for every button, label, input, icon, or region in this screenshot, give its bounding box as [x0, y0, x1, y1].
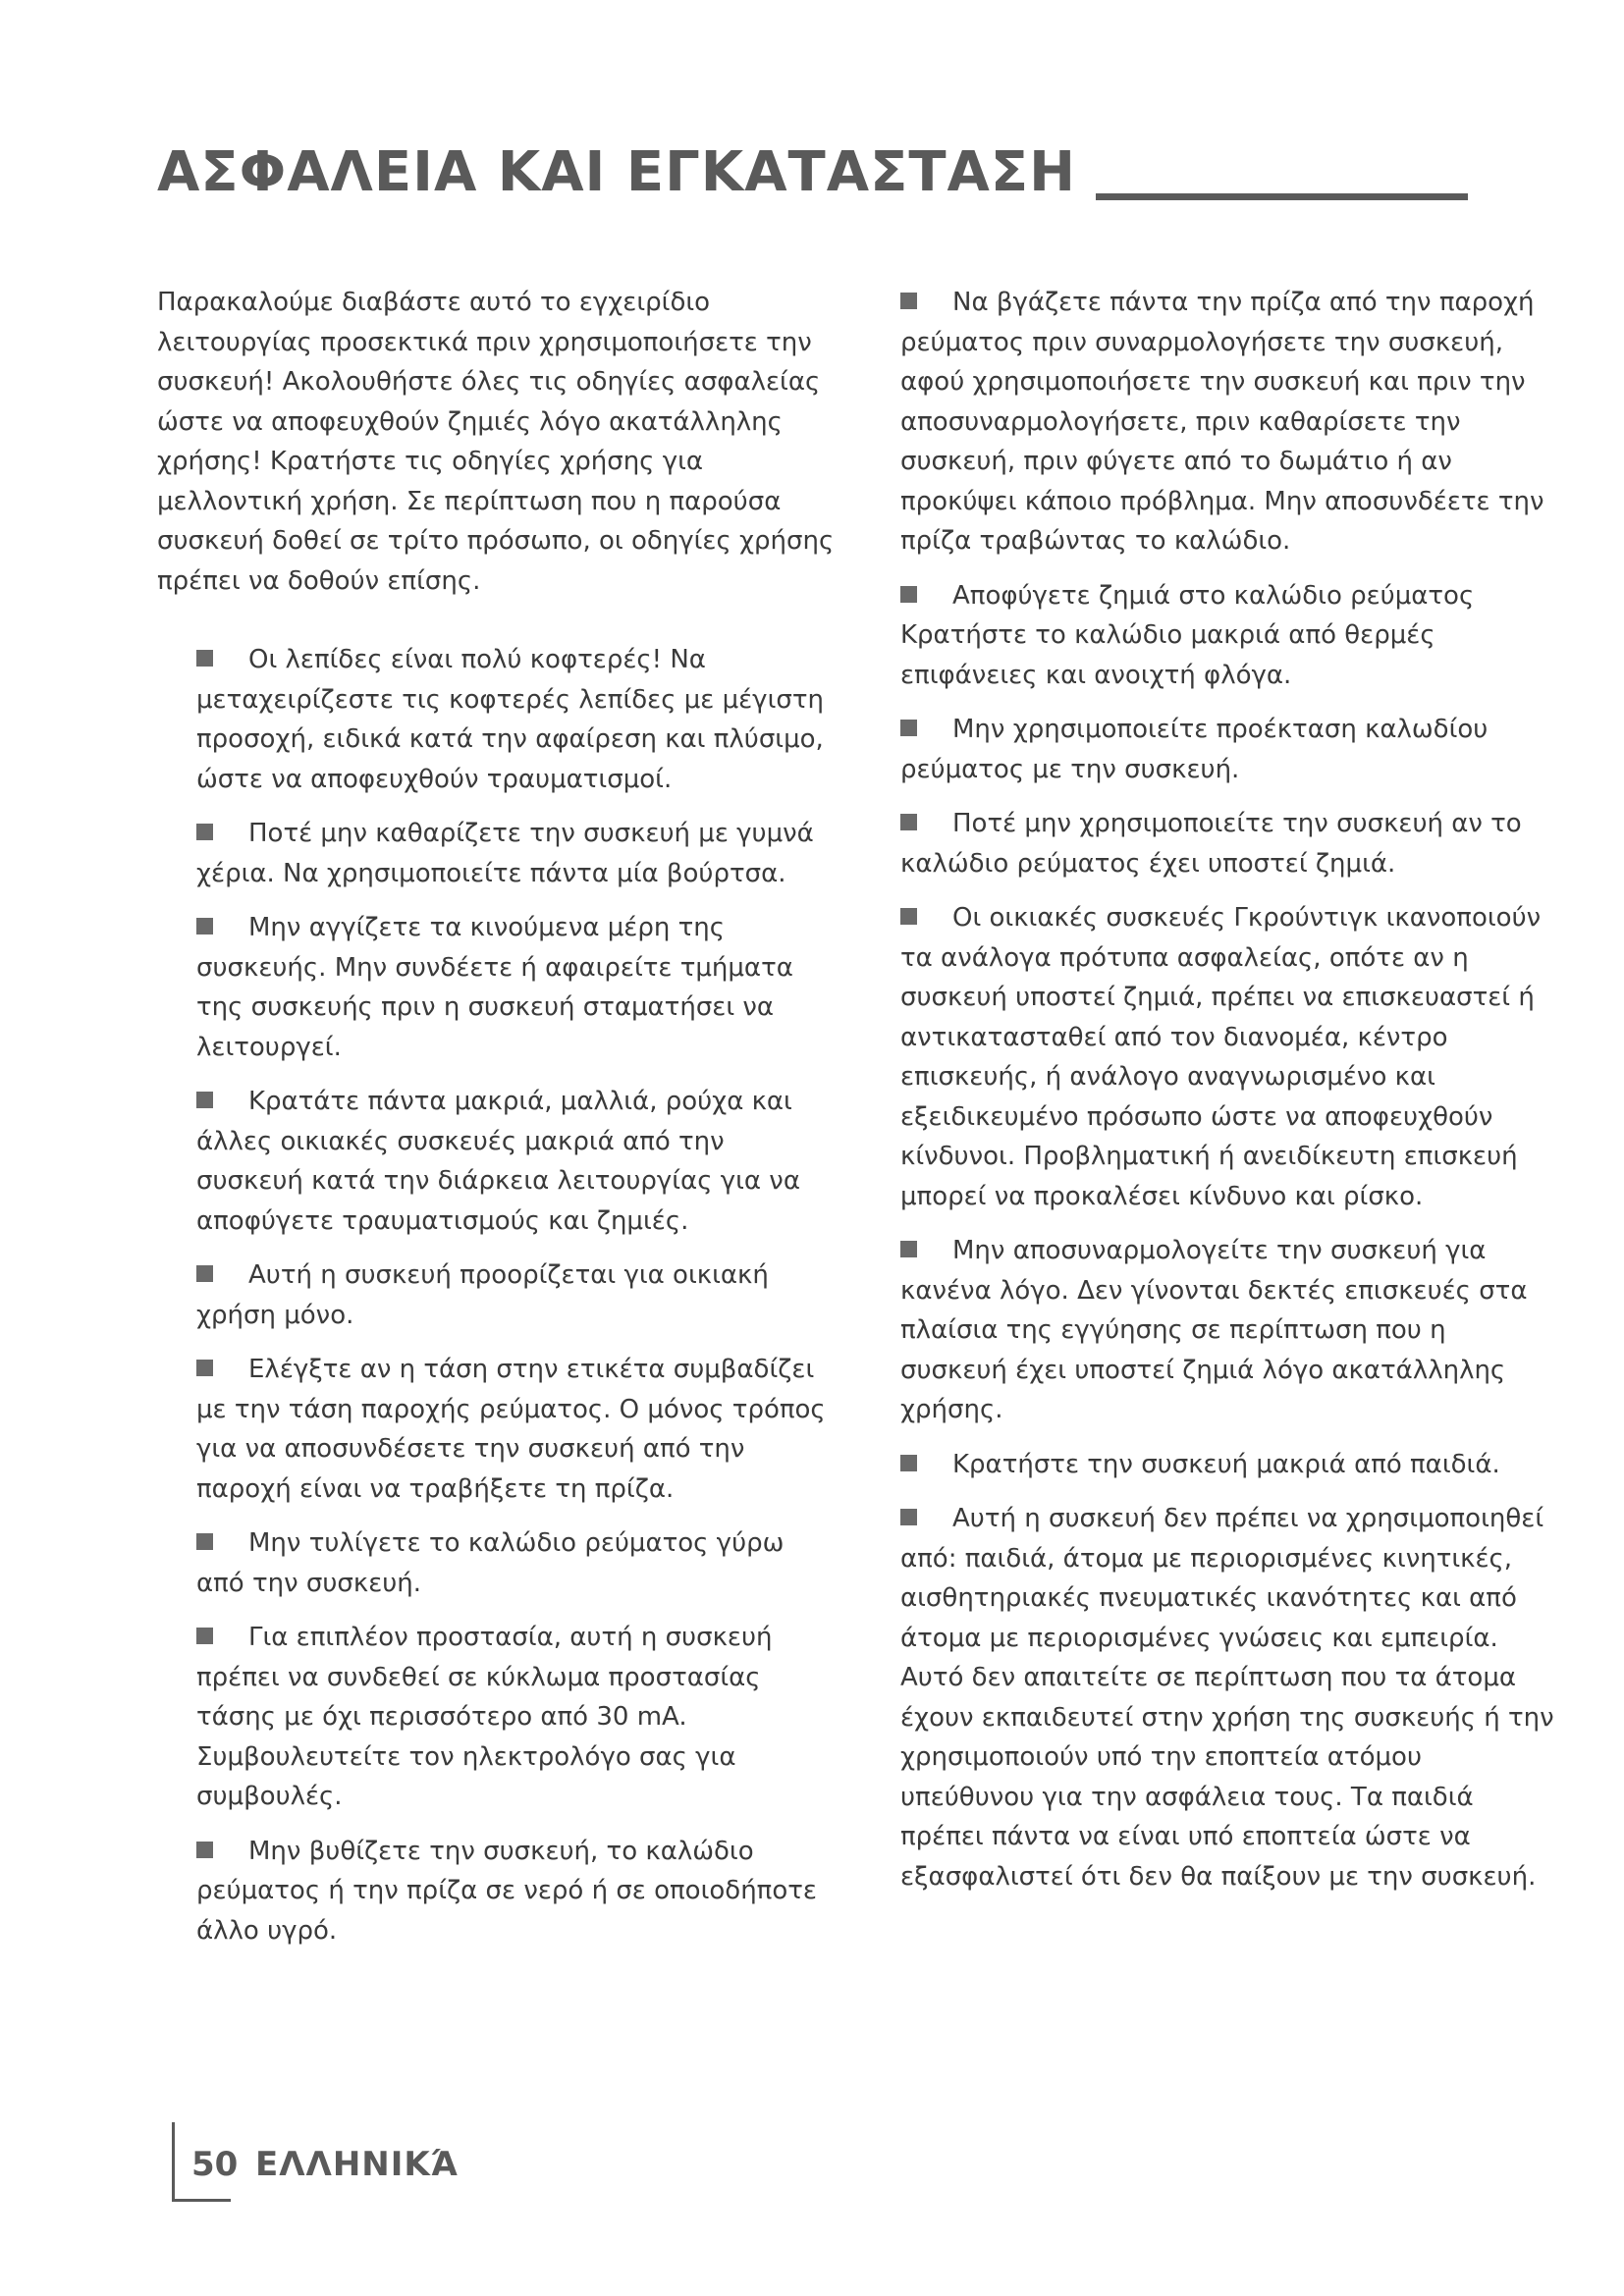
bullet-square-icon — [900, 1241, 917, 1257]
title-rule — [1096, 193, 1468, 200]
list-item-text: Ποτέ μην καθαρίζετε την συσκευή με γυμνά χέρια. Να χρησιμοποιείτε πάντα μία βούρτσα. — [196, 819, 814, 888]
list-item — [900, 576, 1558, 696]
page-title-text: ΑΣΦΑΛΕΙΑ ΚΑΙ ΕΓΚΑΤΑΣΤΑΣΗ — [157, 140, 1076, 204]
list-item-text: Μην αποσυναρμολογείτε την συσκευή για κανένα λόγο. Δεν γίνονται δεκτές επισκευές στα πλαίσια της εγγύησης σε περίπτωση που η συσκευή έχει υποστεί ζημιά λόγο ακατάλληλης χρήσης. — [900, 1236, 1528, 1424]
footer-vertical-rule — [172, 2122, 175, 2201]
list-item — [196, 1255, 835, 1335]
bullet-square-icon — [196, 918, 213, 934]
page-footer — [172, 2122, 565, 2211]
bullet-square-icon — [196, 1092, 213, 1108]
right-column — [900, 283, 1558, 1911]
bullet-square-icon — [900, 720, 917, 736]
footer-language-label: ΕΛΛΗΝΙΚΆ — [255, 2145, 459, 2184]
list-item — [196, 814, 835, 893]
list-item-text: Κρατάτε πάντα μακριά, μαλλιά, ρούχα και άλλες οικιακές συσκευές μακριά από την συσκευή κατά την διάρκεια λειτουργίας για να αποφύγετε τραυματισμούς και ζημιές. — [196, 1087, 800, 1236]
list-item — [196, 1082, 835, 1241]
bullet-square-icon — [900, 1455, 917, 1471]
bullet-square-icon — [196, 1533, 213, 1550]
list-item-text: Αυτή η συσκευή προορίζεται για οικιακή χρήση μόνο. — [196, 1260, 769, 1330]
list-item-text: Κρατήστε την συσκευή μακριά από παιδιά. — [952, 1449, 1500, 1479]
list-item-text: Οι οικιακές συσκευές Γκρούντιγκ ικανοποιούν τα ανάλογα πρότυπα ασφαλείας, οπότε αν η συσκευή υποστεί ζημιά, πρέπει να επισκευαστεί ή αντικατασταθεί από τον διανομέα, κέντρο επισκευής, ή ανάλογο αναγνωρισμένο και εξειδικευμένο πρόσωπο ώστε να αποφευχθούν κίνδυνοι. Προβληματική ή ανειδίκευτη επισκευή μπορεί να προκαλέσει κίνδυνο και ρίσκο. — [900, 903, 1542, 1211]
list-item — [196, 1618, 835, 1817]
footer-horizontal-rule — [172, 2199, 231, 2202]
bullet-square-icon — [196, 1265, 213, 1282]
list-item — [196, 1832, 835, 1951]
list-item — [196, 1523, 835, 1603]
list-item-text: Μην χρησιμοποιείτε προέκταση καλωδίου ρεύματος με την συσκευή. — [900, 715, 1489, 784]
list-item — [900, 1499, 1558, 1896]
intro-paragraph: Παρακαλούμε διαβάστε αυτό το εγχειρίδιο λειτουργίας προσεκτικά πριν χρησιμοποιήσετε την συσκευή! Ακολουθήστε όλες τις οδηγίες ασφαλείας ώστε να αποφευχθούν ζημιές λόγο ακατάλληλης χρήσης! Κρατήστε τις οδηγίες χρήσης για μελλοντική χρήση. Σε περίπτωση που η παρούσα συσκευή δοθεί σε τρίτο πρόσωπο, οι οδηγίες χρήσης πρέπει να δοθούν επίσης. — [157, 288, 835, 596]
list-item-text: Αυτή η συσκευή δεν πρέπει να χρησιμοποιηθεί από: παιδιά, άτομα με περιορισμένες κινητικές, αισθητηριακές πνευματικές ικανότητες και από άτομα με περιορισμένες γνώσεις και εμπειρία. Αυτό δεν απαιτείτε σε περίπτωση που τα άτομα έχουν εκπαιδευτεί στην χρήση της συσκευής ή την χρησιμοποιούν υπό την εποπτεία ατόμου υπεύθυνου για την ασφάλεια τους. Τα παιδιά πρέπει πάντα να είναι υπό εποπτεία ώστε να εξασφαλιστεί ότι δεν θα παίξουν με την συσκευή. — [900, 1504, 1554, 1892]
bullet-square-icon — [900, 1509, 917, 1525]
bullet-square-icon — [900, 908, 917, 925]
bullet-square-icon — [900, 293, 917, 309]
list-item — [900, 283, 1558, 561]
right-safety-list — [900, 283, 1558, 1896]
list-item — [196, 908, 835, 1067]
list-item-text: Μην τυλίγετε το καλώδιο ρεύματος γύρω από την συσκευή. — [196, 1528, 785, 1598]
list-item-text: Ελέγξτε αν η τάση στην ετικέτα συμβαδίζει με την τάση παροχής ρεύματος. Ο μόνος τρόπος για να αποσυνδέσετε την συσκευή από την παροχή είναι να τραβήξετε τη πρίζα. — [196, 1355, 826, 1504]
list-item-text: Αποφύγετε ζημιά στο καλώδιο ρεύματος Κρατήστε το καλώδιο μακριά από θερμές επιφάνειες και ανοιχτή φλόγα. — [900, 580, 1475, 690]
list-item-text: Να βγάζετε πάντα την πρίζα από την παροχή ρεύματος πριν συναρμολογήσετε την συσκευή, αφού χρησιμοποιήσετε την συσκευή και πριν την αποσυναρμολογήσετε, πριν καθαρίσετε την συσκευή, πριν φύγετε από το δωμάτιο ή αν προκύψει κάποιο πρόβλημα. Μην αποσυνδέετε την πρίζα τραβώντας το καλώδιο. — [900, 288, 1544, 556]
left-safety-list — [157, 640, 835, 1950]
page-number: 50 — [191, 2145, 239, 2184]
list-item-text: Μην βυθίζετε την συσκευή, το καλώδιο ρεύματος ή την πρίζα σε νερό ή σε οποιοδήποτε άλλο υγρό. — [196, 1836, 817, 1946]
list-item — [196, 1350, 835, 1509]
list-item — [196, 640, 835, 799]
list-item — [900, 804, 1558, 883]
list-item — [900, 1445, 1558, 1485]
bullet-square-icon — [196, 650, 213, 667]
bullet-square-icon — [900, 586, 917, 603]
list-item — [900, 710, 1558, 789]
bullet-square-icon — [196, 824, 213, 840]
list-item-text: Οι λεπίδες είναι πολύ κοφτερές! Να μεταχειρίζεστε τις κοφτερές λεπίδες με μέγιστη προσοχή, ειδικά κατά την αφαίρεση και πλύσιμο, ώστε να αποφευχθούν τραυματισμοί. — [196, 645, 824, 794]
bullet-square-icon — [196, 1360, 213, 1376]
page-title — [157, 140, 1468, 204]
bullet-square-icon — [196, 1842, 213, 1858]
left-column — [157, 283, 835, 1965]
list-item — [900, 1231, 1558, 1430]
list-item — [900, 898, 1558, 1216]
list-item-text: Μην αγγίζετε τα κινούμενα μέρη της συσκευής. Μην συνδέετε ή αφαιρείτε τμήματα της συσκευής πριν η συσκευή σταματήσει να λειτουργεί. — [196, 913, 793, 1062]
list-item-text: Ποτέ μην χρησιμοποιείτε την συσκευή αν το καλώδιο ρεύματος έχει υποστεί ζημιά. — [900, 809, 1522, 879]
list-item-text: Για επιπλέον προστασία, αυτή η συσκευή πρέπει να συνδεθεί σε κύκλωμα προστασίας τάσης με όχι περισσότερο από 30 mA. Συμβουλευτείτε τον ηλεκτρολόγο σας για συμβουλές. — [196, 1623, 773, 1811]
bullet-square-icon — [196, 1628, 213, 1644]
bullet-square-icon — [900, 814, 917, 830]
